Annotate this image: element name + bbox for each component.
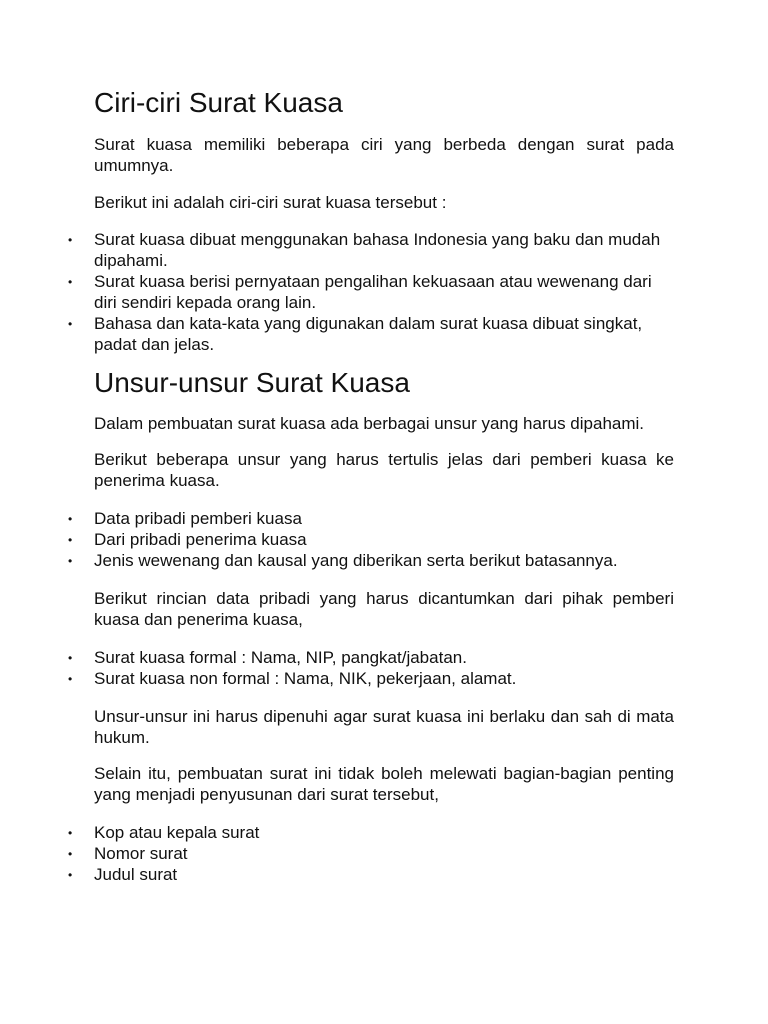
paragraph: Surat kuasa memiliki beberapa ciri yang berbeda dengan surat pada umumnya. bbox=[94, 135, 674, 175]
list-item-text: Dari pribadi penerima kuasa bbox=[94, 530, 307, 549]
paragraph: Dalam pembuatan surat kuasa ada berbagai unsur yang harus dipahami. bbox=[94, 414, 645, 433]
bullet-icon: • bbox=[68, 275, 73, 289]
list-item-text: Surat kuasa formal : Nama, NIP, pangkat/jabatan. bbox=[94, 648, 467, 667]
list-item-text: Surat kuasa dibuat menggunakan bahasa Indonesia yang baku dan mudah dipahami. bbox=[94, 230, 661, 270]
bullet-list-unsur bbox=[68, 508, 674, 571]
bullet-icon: • bbox=[68, 533, 73, 547]
section-title-ciri-ciri: Ciri-ciri Surat Kuasa bbox=[94, 87, 343, 118]
list-item bbox=[68, 864, 674, 885]
list-item-text: Surat kuasa berisi pernyataan pengalihan kekuasaan atau wewenang dari diri sendiri kepada orang lain. bbox=[94, 272, 652, 312]
bullet-icon: • bbox=[68, 847, 73, 861]
paragraph: Selain itu, pembuatan surat ini tidak boleh melewati bagian-bagian penting yang menjadi penyusunan dari surat tersebut, bbox=[94, 764, 674, 804]
list-item-text: Nomor surat bbox=[94, 844, 188, 863]
bullet-list-ciri bbox=[68, 229, 674, 355]
paragraph: Berikut beberapa unsur yang harus tertulis jelas dari pemberi kuasa ke penerima kuasa. bbox=[94, 450, 674, 490]
bullet-icon: • bbox=[68, 868, 73, 882]
list-item bbox=[68, 313, 674, 355]
bullet-list-data-pribadi bbox=[68, 647, 674, 689]
paragraph: Unsur-unsur ini harus dipenuhi agar surat kuasa ini berlaku dan sah di mata hukum. bbox=[94, 707, 674, 747]
paragraph: Berikut ini adalah ciri-ciri surat kuasa tersebut : bbox=[94, 193, 447, 212]
paragraph: Berikut rincian data pribadi yang harus dicantumkan dari pihak pemberi kuasa dan penerima kuasa, bbox=[94, 589, 674, 629]
list-item bbox=[68, 822, 674, 843]
bullet-list-bagian-surat bbox=[68, 822, 674, 885]
list-item bbox=[68, 668, 674, 689]
list-item-text: Data pribadi pemberi kuasa bbox=[94, 509, 302, 528]
bullet-icon: • bbox=[68, 317, 73, 331]
bullet-icon: • bbox=[68, 233, 73, 247]
list-item bbox=[68, 550, 674, 571]
document-page bbox=[68, 86, 674, 885]
list-item bbox=[68, 271, 674, 313]
list-item bbox=[68, 843, 674, 864]
bullet-icon: • bbox=[68, 554, 73, 568]
list-item-text: Judul surat bbox=[94, 865, 178, 884]
list-item bbox=[68, 647, 674, 668]
list-item-text: Surat kuasa non formal : Nama, NIK, pekerjaan, alamat. bbox=[94, 669, 517, 688]
list-item-text: Bahasa dan kata-kata yang digunakan dalam surat kuasa dibuat singkat, padat dan jelas. bbox=[94, 314, 643, 354]
section-title-unsur-unsur: Unsur-unsur Surat Kuasa bbox=[94, 367, 410, 398]
bullet-icon: • bbox=[68, 651, 73, 665]
bullet-icon: • bbox=[68, 512, 73, 526]
list-item bbox=[68, 529, 674, 550]
bullet-icon: • bbox=[68, 826, 73, 840]
list-item-text: Jenis wewenang dan kausal yang diberikan serta berikut batasannya. bbox=[94, 551, 618, 570]
list-item-text: Kop atau kepala surat bbox=[94, 823, 260, 842]
list-item bbox=[68, 229, 674, 271]
list-item bbox=[68, 508, 674, 529]
bullet-icon: • bbox=[68, 672, 73, 686]
